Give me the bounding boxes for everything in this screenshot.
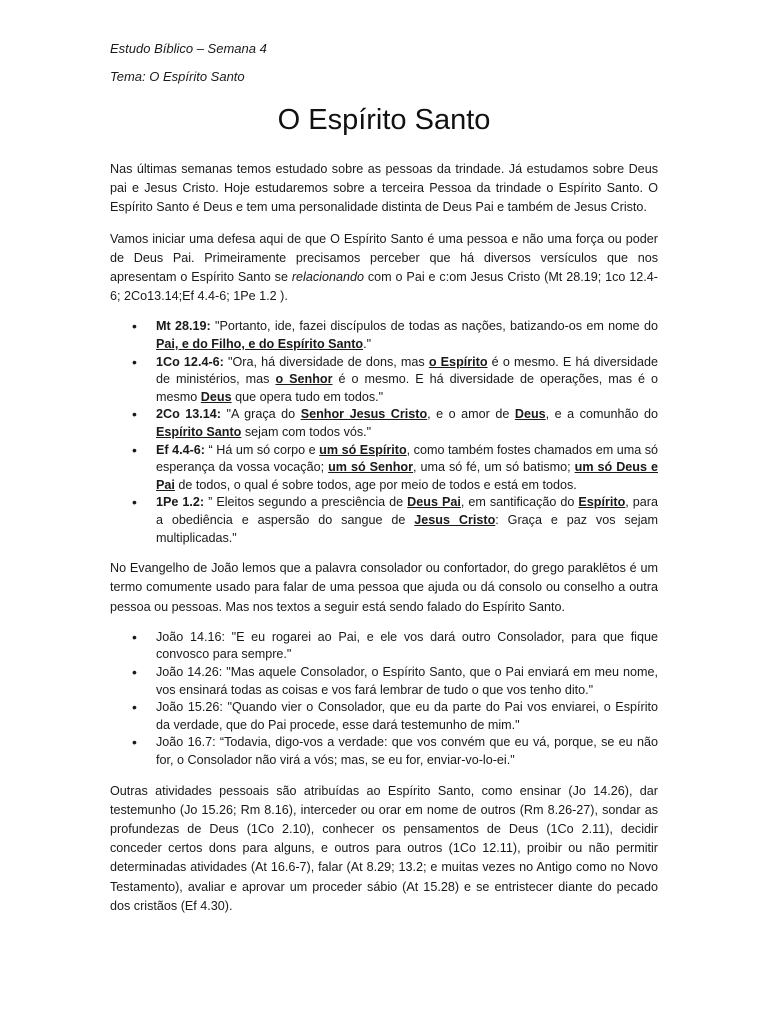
verse-highlight: Espírito: [578, 495, 626, 510]
verse-highlight: um só Deus e Pai: [156, 460, 658, 492]
verse-highlight: Pai, e do Filho, e do Espírito Santo: [156, 337, 364, 352]
intro-paragraph-2: [110, 230, 658, 307]
verse-item-1co: [156, 354, 658, 407]
verse-item-mt: [156, 318, 658, 353]
verse-highlight: Deus: [514, 407, 546, 422]
verse-item-jo-16-7: • João 16.7: “Todavia, digo-vos a verdade: que vos convém que eu vá, porque, se eu não for, o Consolador não virá a vós; mas, se eu for, enviar-vo-lo-ei.": [156, 734, 658, 769]
verse-text: , como também fostes chamados em uma só esperança da vossa vocação;: [156, 442, 659, 475]
verse-highlight: Deus: [200, 389, 232, 404]
verse-highlight: Jesus Cristo: [414, 512, 496, 527]
trinity-verse-list: [110, 318, 658, 547]
verse-text: sejam com todos vós.": [241, 424, 372, 439]
intro-paragraph-1: Nas últimas semanas temos estudado sobre as pessoas da trindade. Já estudamos sobre Deus pai e Jesus Cristo. Hoje estudaremos sobre a terceira Pessoa da trindade o Espírito Santo. O Espírito Santo é Deus e tem uma personalidade distinta de Deus Pai e também de Jesus Cristo.: [110, 162, 658, 215]
verse-highlight: Espírito Santo: [156, 424, 242, 439]
verse-item-jo-14-16: • João 14.16: "E eu rogarei ao Pai, e ele vos dará outro Consolador, para que fique convosco para sempre.": [156, 629, 658, 664]
verse-text: , e o amor de: [427, 407, 515, 422]
verse-reference: 1Co 12.4-6:: [156, 354, 224, 369]
verse-highlight: Deus Pai: [407, 495, 461, 510]
verse-text: é o mesmo. E há diversidade de operações, mas é o mesmo: [156, 372, 659, 404]
verse-text: , e a comunhão do: [545, 407, 658, 422]
study-theme-label: Tema: O Espírito Santo: [110, 69, 245, 84]
intro-p2-text-b: com o Pai e c:om Jesus Cristo (Mt 28.19; 1co 12.4-6; 2Co13.14;Ef 4.4-6; 1Pe 1.2 ).: [110, 270, 658, 304]
verse-text: "A graça do: [221, 407, 301, 422]
verse-text: "Ora, há diversidade de dons, mas: [223, 354, 429, 369]
verse-item-2co: [156, 406, 658, 441]
verse-highlight: o Senhor: [275, 372, 333, 387]
page-title: O Espírito Santo: [277, 104, 491, 136]
verse-text: , em santificação do: [460, 495, 579, 510]
verse-item-jo-15-26: • João 15.26: "Quando vier o Consolador, que eu da parte do Pai vos enviarei, o Espírito da verdade, que do Pai procede, esse dará testemunho de mim.": [156, 699, 658, 734]
verse-highlight: um só Senhor: [328, 460, 414, 475]
verse-text: .": [363, 337, 372, 352]
verse-reference: 2Co 13.14:: [156, 407, 221, 422]
verse-highlight: um só Espírito: [319, 442, 407, 457]
paragraph-consolador: No Evangelho de João lemos que a palavra consolador ou confortador, do grego paraklētos é um termo comumente usado para falar de uma pessoa que ajuda ou dá consolo ou conselho a outra pessoa ou pessoas. Mas nos textos a seguir está sendo falado do Espírito Santo.: [110, 561, 658, 614]
verse-text: de todos, o qual é sobre todos, age por meio de todos e está em todos.: [174, 477, 577, 492]
verse-text: é o mesmo. E há diversidade de ministérios, mas: [156, 354, 658, 387]
verse-text: que opera tudo em todos.": [231, 389, 384, 404]
study-week-label: Estudo Bíblico – Semana 4: [110, 41, 267, 56]
verse-text: : Graça e paz vos sejam multiplicadas.": [156, 512, 658, 545]
verse-item-1pe: [156, 494, 658, 547]
verse-reference: Mt 28.19:: [156, 319, 211, 334]
paragraph-activities: Outras atividades pessoais são atribuídas ao Espírito Santo, como ensinar (Jo 14.26), dar testemunho (Jo 15.26; Rm 8.16), interceder ou orar em nome de outros (Rm 8.26-27), sondar as profundezas de Deus (1Co 2.10), conhecer os pensamentos de Deus (1Co 2.11), decidir conceder certos dons para alguns, e outros para outros (1Co 12.11), proibir ou não permitir determinadas atividades (At 16.6-7), falar (At 8.29; 13.2; e muitas vezes no Antigo como no Novo Testamento), avaliar e aprovar um proceder sábio (At 15.28) e se entristecer diante do pecado dos cristãos (Ef 4.30).: [110, 783, 658, 913]
john-verse-list: [110, 629, 658, 770]
verse-text: ” Eleitos segundo a presciência de: [204, 495, 408, 510]
verse-text: “ Há um só corpo e: [205, 442, 320, 457]
verse-reference: Ef 4.4-6:: [156, 442, 206, 457]
intro-p2-emphasis: relacionando: [291, 270, 364, 285]
verse-text: , para a obediência e aspersão do sangue de: [156, 495, 658, 527]
verse-reference: 1Pe 1.2:: [156, 495, 205, 510]
verse-item-ef: [156, 442, 658, 495]
verse-highlight: o Espírito: [428, 354, 488, 369]
verse-text: "Portanto, ide, fazei discípulos de todas as nações, batizando-os em nome do: [210, 319, 658, 334]
verse-text: , uma só fé, um só batismo;: [413, 460, 575, 475]
intro-p2-text-a: Vamos iniciar uma defesa aqui de que O Espírito Santo é uma pessoa e não uma força ou poder de Deus Pai. Primeiramente precisamos perceber que há diversos versículos que nos apresentam o Espírito Santo se: [110, 231, 658, 285]
verse-highlight: Senhor Jesus Cristo: [300, 407, 428, 422]
verse-item-jo-14-26: • João 14.26: "Mas aquele Consolador, o Espírito Santo, que o Pai enviará em meu nome, vos ensinará todas as coisas e vos fará lembrar de tudo o que vos tenho dito.": [156, 664, 658, 699]
